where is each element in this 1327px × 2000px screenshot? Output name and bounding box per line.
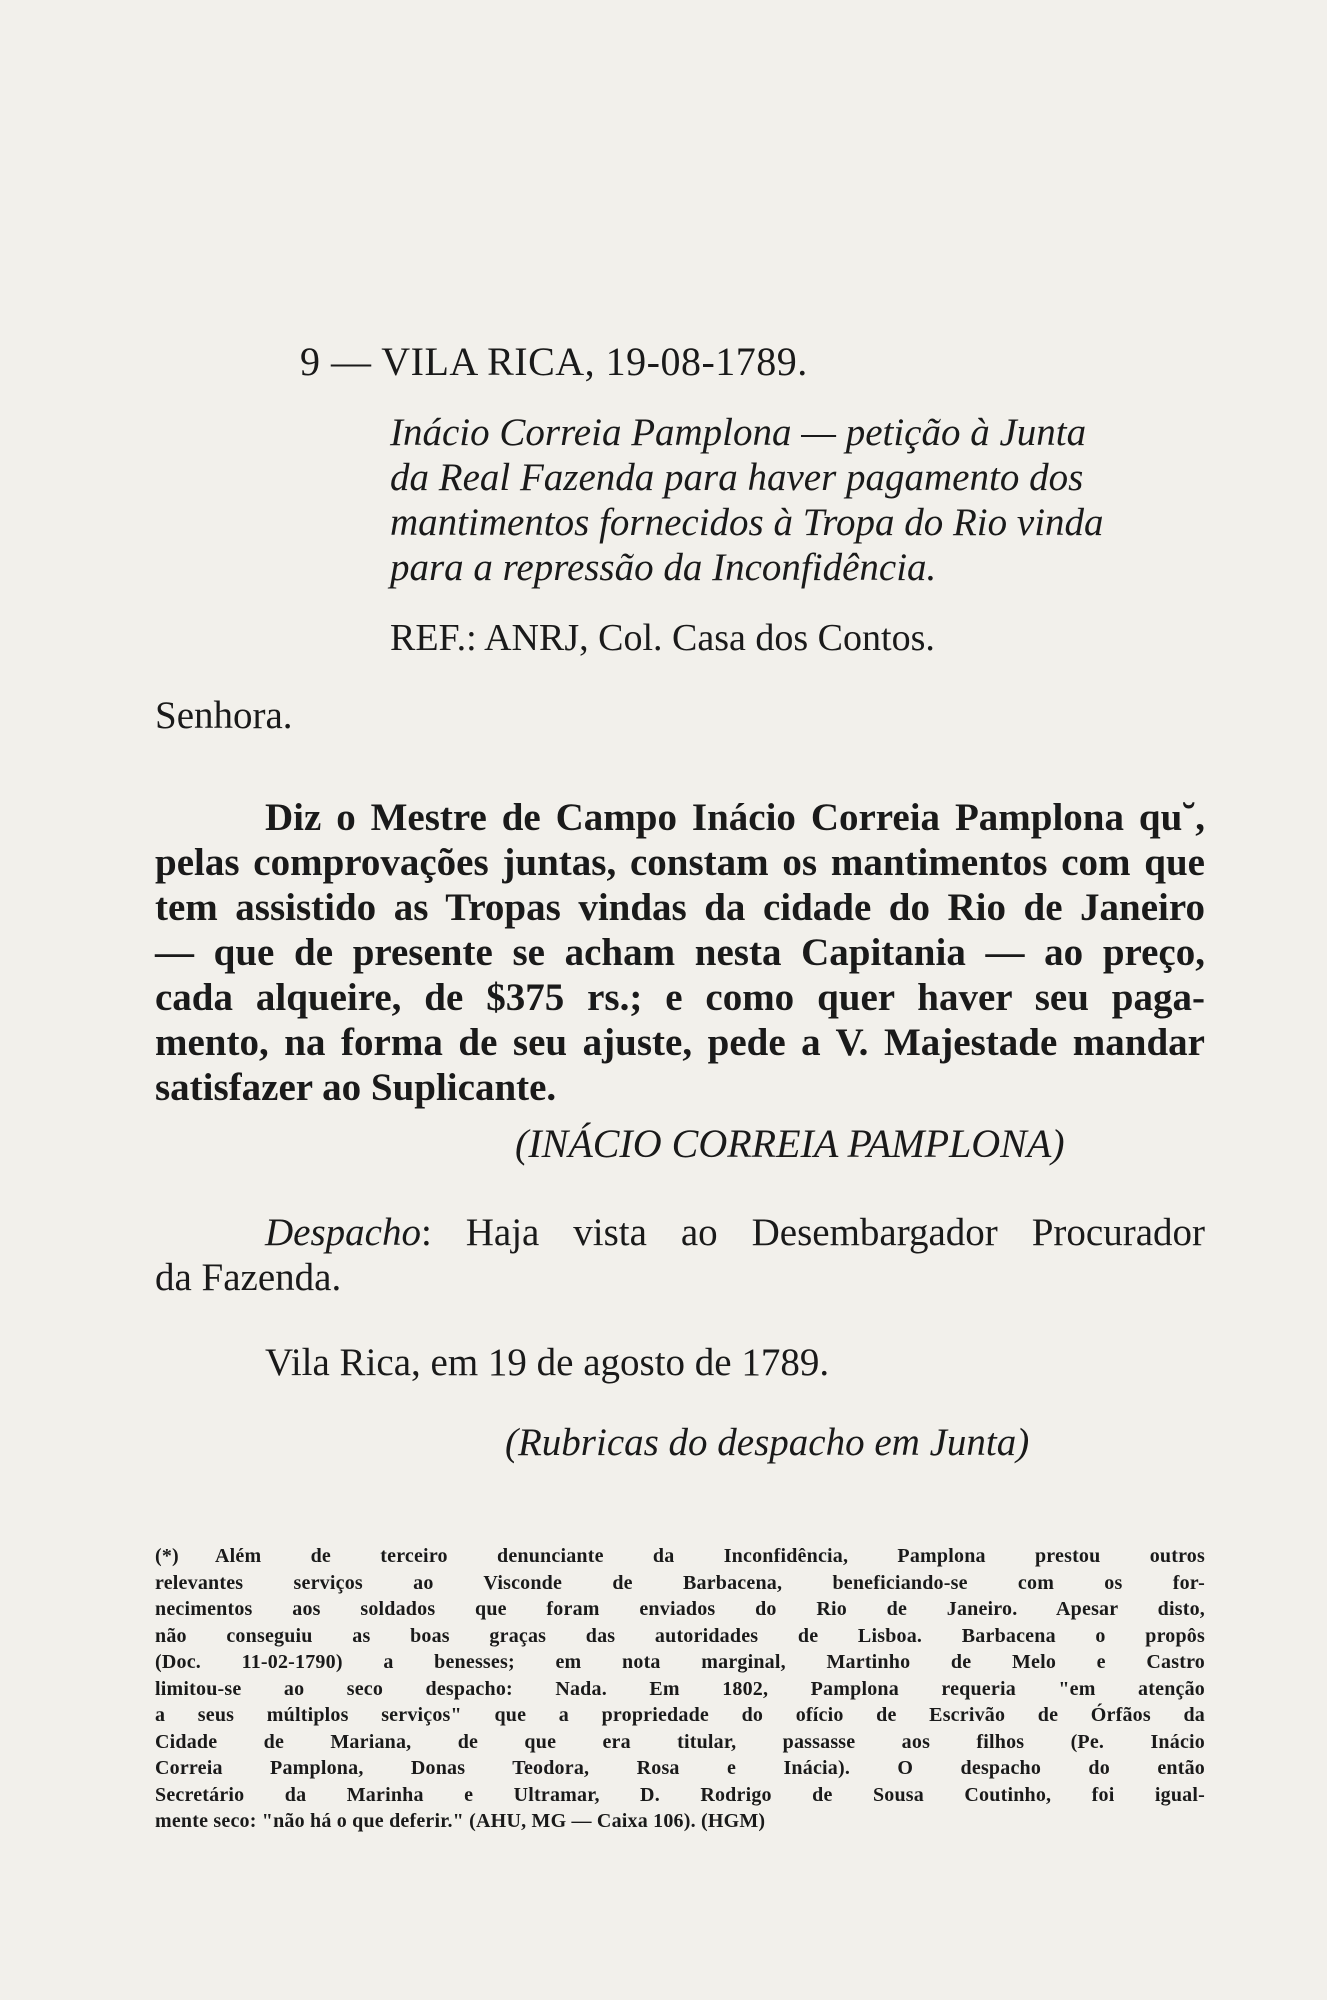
document-heading: 9 — VILA RICA, 19-08-1789. bbox=[300, 339, 808, 384]
summary-line: mantimentos fornecidos à Tropa do Rio vinda bbox=[390, 501, 1104, 544]
footnote bbox=[155, 1543, 1205, 1835]
despacho-line bbox=[155, 1210, 1205, 1255]
footnote-line: limitou-se ao seco despacho: Nada. Em 1802, Pamplona requeria "em atenção bbox=[155, 1677, 1205, 1700]
petition-line: tem assistido as Tropas vindas da cidade do Rio de Janeiro bbox=[155, 886, 1205, 929]
footnote-line: mente seco: "não há o que deferir." (AHU, MG — Caixa 106). (HGM) bbox=[155, 1810, 766, 1832]
summary-line: para a repressão da Inconfidência. bbox=[390, 546, 937, 589]
petition-body bbox=[155, 795, 1205, 1110]
despacho-block bbox=[155, 1210, 1205, 1300]
footnote-line: não conseguiu as boas graças das autoridades de Lisboa. Barbacena o propôs bbox=[155, 1624, 1205, 1647]
despacho-line: da Fazenda. bbox=[155, 1256, 342, 1299]
despacho-place-date: Vila Rica, em 19 de agosto de 1789. bbox=[265, 1341, 830, 1384]
summary-line: da Real Fazenda para haver pagamento dos bbox=[390, 456, 1084, 499]
petition-line: Diz o Mestre de Campo Inácio Correia Pamplona qu˘, bbox=[265, 796, 1205, 839]
despacho-rubricas: (Rubricas do despacho em Junta) bbox=[505, 1421, 1030, 1464]
petitioner-signature: (INÁCIO CORREIA PAMPLONA) bbox=[515, 1121, 1065, 1166]
footnote-line: necimentos aos soldados que foram enviados do Rio de Janeiro. Apesar disto, bbox=[155, 1598, 1205, 1620]
footnote-line: Secretário da Marinha e Ultramar, D. Rodrigo de Sousa Coutinho, foi igual- bbox=[155, 1783, 1205, 1806]
despacho-label: Despacho bbox=[265, 1211, 421, 1254]
footnote-line: Correia Pamplona, Donas Teodora, Rosa e Inácia). O despacho do então bbox=[155, 1757, 1205, 1779]
footnote-text: Além de terceiro denunciante da Inconfidência, Pamplona prestou outros bbox=[215, 1545, 1205, 1567]
despacho-text: : Haja vista ao Desembargador Procurador bbox=[420, 1211, 1205, 1254]
footnote-line: relevantes serviços ao Visconde de Barbacena, beneficiando-se com os for- bbox=[155, 1571, 1205, 1594]
salutation: Senhora. bbox=[155, 694, 293, 737]
petition-line: satisfazer ao Suplicante. bbox=[155, 1066, 557, 1109]
document-summary bbox=[390, 410, 1205, 590]
petition-line: pelas comprovações juntas, constam os mantimentos com que bbox=[155, 841, 1205, 884]
petition-line: cada alqueire, de $375 rs.; e como quer haver seu paga- bbox=[155, 976, 1205, 1019]
footnote-marker: (*) bbox=[155, 1545, 179, 1567]
footnote-line: Cidade de Mariana, de que era titular, passasse aos filhos (Pe. Inácio bbox=[155, 1730, 1205, 1753]
footnote-line: a seus múltiplos serviços" que a propriedade do ofício de Escrivão de Órfãos da bbox=[155, 1704, 1205, 1726]
archive-reference: REF.: ANRJ, Col. Casa dos Contos. bbox=[390, 617, 935, 659]
footnote-line: (Doc. 11-02-1790) a benesses; em nota marginal, Martinho de Melo e Castro bbox=[155, 1651, 1205, 1673]
petition-line: — que de presente se acham nesta Capitania — ao preço, bbox=[155, 931, 1205, 974]
petition-line: mento, na forma de seu ajuste, pede a V. Majestade mandar bbox=[155, 1021, 1205, 1064]
footnote-line bbox=[155, 1543, 1205, 1570]
summary-line: Inácio Correia Pamplona — petição à Junta bbox=[390, 411, 1087, 454]
